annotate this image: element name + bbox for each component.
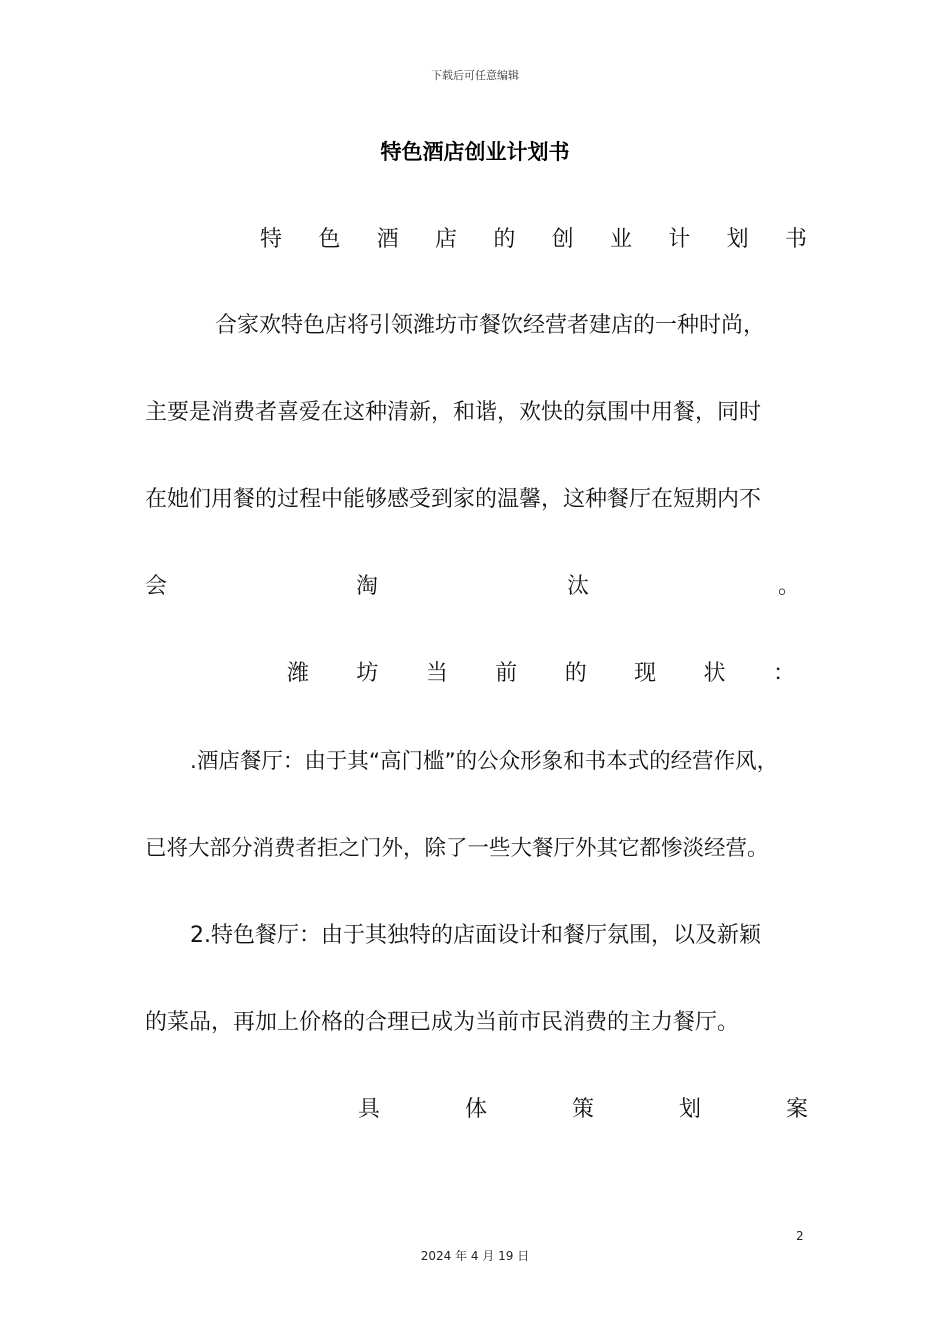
char: 坊 bbox=[356, 661, 379, 686]
char: 前 bbox=[495, 661, 518, 686]
char: 店 bbox=[434, 227, 457, 252]
char: 汰 bbox=[566, 574, 589, 599]
char: 潍 bbox=[287, 661, 310, 686]
char: 计 bbox=[668, 227, 691, 252]
char: 体 bbox=[464, 1097, 487, 1122]
page-header: 下载后可任意编辑 bbox=[431, 69, 519, 82]
document-title: 特色酒店创业计划书 bbox=[380, 140, 570, 164]
char: 策 bbox=[571, 1097, 594, 1122]
char: 划 bbox=[726, 227, 749, 252]
char: 。 bbox=[777, 574, 800, 599]
char: 的 bbox=[564, 661, 587, 686]
char: 酒 bbox=[376, 227, 399, 252]
spread-line bbox=[145, 572, 800, 602]
char: 淘 bbox=[355, 574, 378, 599]
paragraph-line: 在她们用餐的过程中能够感受到家的温馨，这种餐厅在短期内不 bbox=[145, 487, 762, 512]
char: 现 bbox=[634, 661, 657, 686]
spread-heading-line bbox=[358, 1095, 808, 1125]
spread-heading-line bbox=[287, 659, 795, 689]
char: 特 bbox=[260, 227, 283, 252]
page-footer-date: 2024 年 4 月 19 日 bbox=[420, 1249, 530, 1263]
char: 色 bbox=[318, 227, 341, 252]
char: 书 bbox=[784, 227, 807, 252]
char: 创 bbox=[551, 227, 574, 252]
paragraph-line: 2.特色餐厅：由于其独特的店面设计和餐厅氛围，以及新颖 bbox=[190, 923, 761, 948]
paragraph-line: 合家欢特色店将引领潍坊市餐饮经营者建店的一种时尚， bbox=[215, 313, 766, 338]
char: 的 bbox=[493, 227, 516, 252]
spread-heading-line bbox=[260, 225, 807, 255]
char: 业 bbox=[609, 227, 632, 252]
paragraph-line: 已将大部分消费者拒之门外，除了一些大餐厅外其它都惨淡经营。 bbox=[145, 836, 769, 861]
paragraph-line: 的菜品，再加上价格的合理已成为当前市民消费的主力餐厅。 bbox=[145, 1010, 740, 1035]
char: 会 bbox=[145, 574, 168, 599]
paragraph-line: .酒店餐厅：由于其“高门槛”的公众形象和书本式的经营作风， bbox=[190, 749, 779, 774]
paragraph-line: 主要是消费者喜爱在这种清新，和谐，欢快的氛围中用餐，同时 bbox=[145, 400, 762, 425]
char: 具 bbox=[358, 1097, 381, 1122]
page-number: 2 bbox=[796, 1229, 804, 1243]
char: 划 bbox=[678, 1097, 701, 1122]
char: 案 bbox=[785, 1097, 808, 1122]
char: 状 bbox=[703, 661, 726, 686]
char: 当 bbox=[425, 661, 448, 686]
char: ： bbox=[772, 661, 795, 686]
